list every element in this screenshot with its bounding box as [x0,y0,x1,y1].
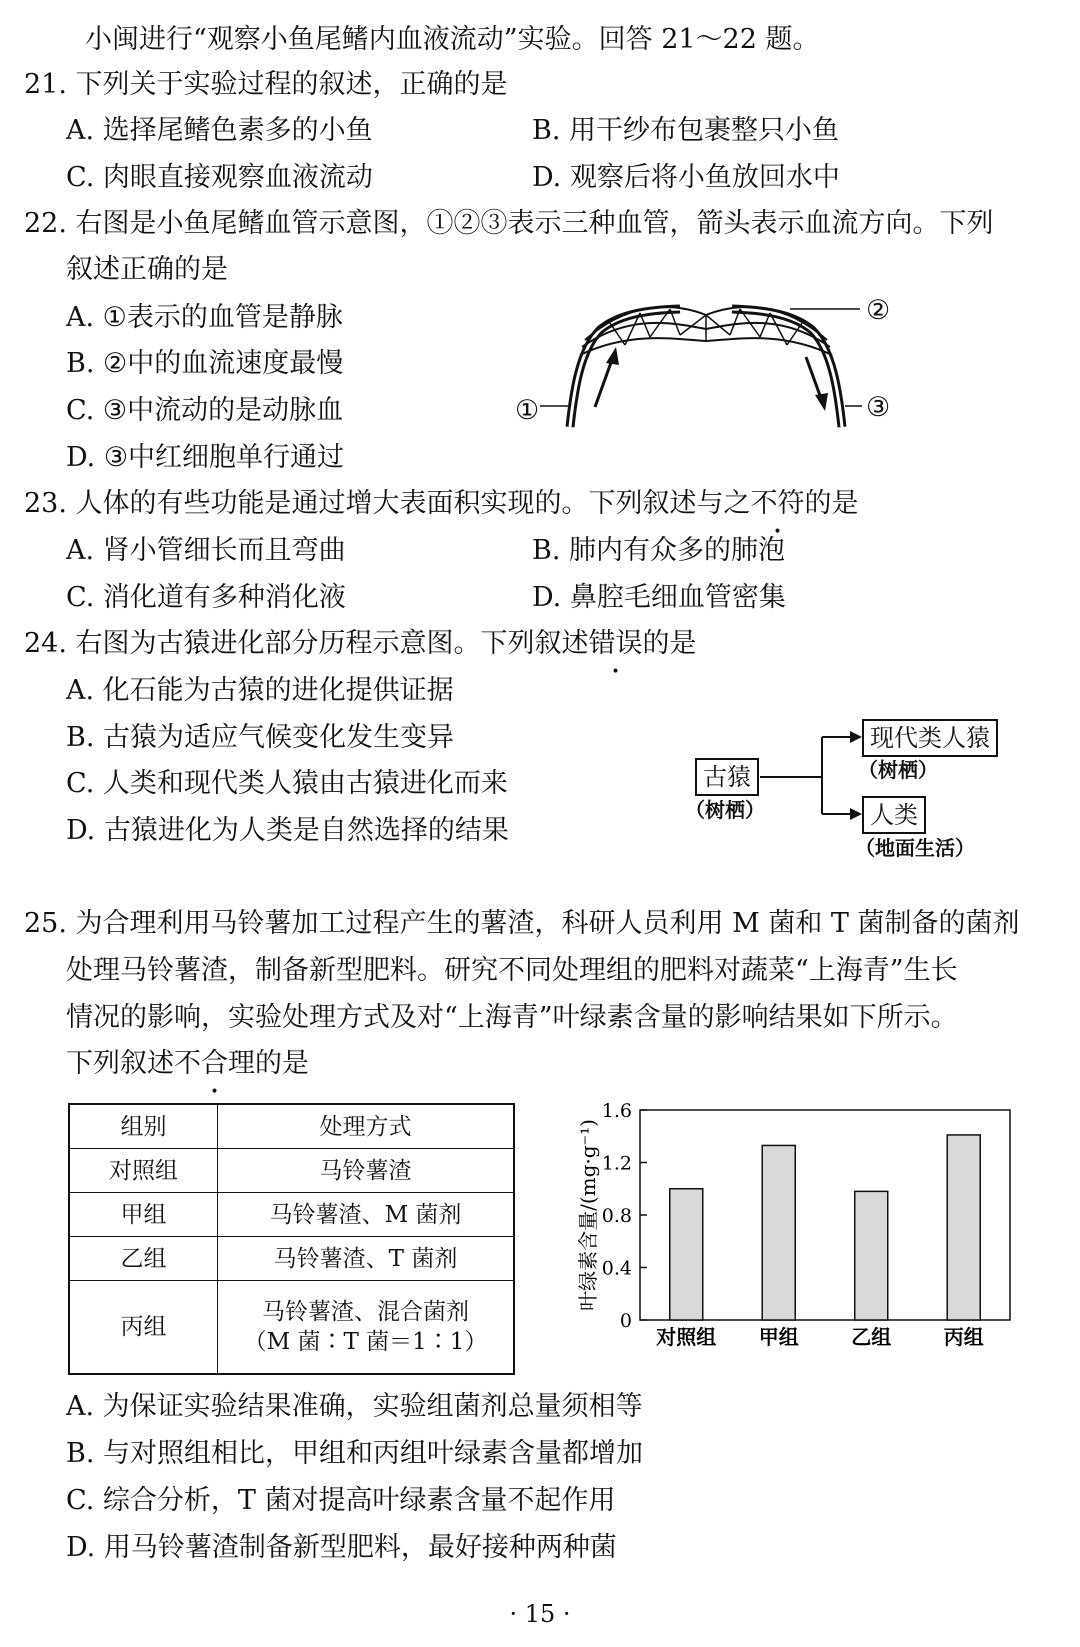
q22-stem-line2: 叙述正确的是 [66,254,228,285]
evo-bottom-sub: （地面生活） [855,836,975,860]
q22-option-a: A. ①表示的血管是静脉 [66,302,343,333]
q25-stem-line2: 处理马铃薯渣，制备新型肥料。研究不同处理组的肥料对蔬菜“上海青”生长 [66,955,958,986]
q23-stem-post: 的是 [804,488,859,519]
treatment-table [68,1103,515,1375]
q21-option-c: C. 肉眼直接观察血液流动 [66,162,373,193]
table-header-method: 处理方式 [218,1104,515,1149]
q23-option-b: B. 肺内有众多的肺泡 [532,535,786,566]
page-number: · 15 · [509,1600,571,1628]
q25-option-c: C. 综合分析，T 菌对提高叶绿素含量不起作用 [66,1485,616,1516]
evo-top-box: 现代类人猿 [862,719,998,757]
x-tick-label: 甲组 [758,1325,799,1349]
q21-stem: 21. 下列关于实验过程的叙述，正确的是 [24,69,508,100]
x-tick-label: 对照组 [656,1325,717,1349]
fish-tail-vessel-diagram [540,295,960,455]
evo-origin-sub: （树栖） [685,798,765,822]
table-header-group: 组别 [69,1104,218,1149]
table-row [69,1149,514,1193]
q24-option-d: D. 古猿进化为人类是自然选择的结果 [66,815,509,846]
q21-option-a: A. 选择尾鳍色素多的小鱼 [66,115,373,146]
q24-option-c: C. 人类和现代类人猿由古猿进化而来 [66,768,508,799]
x-tick-label: 乙组 [851,1325,892,1349]
q24-stem [24,626,697,662]
q24-option-a: A. 化石能为古猿的进化提供证据 [66,675,454,706]
q25-stem-emphasis: 不合理 [174,1048,255,1079]
q23-stem-emphasis: 不符 [750,488,805,519]
q23-option-a: A. 肾小管细长而且弯曲 [66,535,346,566]
q21-option-d: D. 观察后将小鱼放回水中 [532,162,840,193]
bar [947,1135,980,1320]
table-cell: 对照组 [69,1149,218,1193]
table-cell: 乙组 [69,1237,218,1281]
bar [855,1191,888,1320]
q23-option-c: C. 消化道有多种消化液 [66,582,346,613]
chlorophyll-bar-chart [570,1100,1020,1375]
q25-stem-line1: 25. 为合理利用马铃薯加工过程产生的薯渣，科研人员利用 M 菌和 T 菌制备的菌剂 [24,908,1020,939]
q22-option-d: D. ③中红细胞单行通过 [66,442,345,473]
q23-option-d: D. 鼻腔毛细血管密集 [532,582,786,613]
q24-stem-pre: 24. 右图为古猿进化部分历程示意图。下列叙述 [24,628,589,659]
x-tick-label: 丙组 [943,1325,984,1349]
q24-stem-post: 的是 [642,628,697,659]
y-tick-label: 1.6 [601,1100,632,1122]
q25-option-a: A. 为保证实验结果准确，实验组菌剂总量须相等 [66,1391,643,1422]
table-row [69,1237,514,1281]
bar [670,1189,703,1320]
y-axis-label: 叶绿素含量/(mg·g⁻¹) [576,1119,600,1311]
evo-origin-box: 古猿 [695,758,759,796]
q23-stem-pre: 23. 人体的有些功能是通过增大表面积实现的。下列叙述与之 [24,488,751,519]
q25-stem-post: 的是 [255,1048,309,1079]
table-header-row [69,1104,514,1149]
vessel-label-3: ③ [866,392,891,423]
q25-option-d: D. 用马铃薯渣制备新型肥料，最好接种两种菌 [66,1532,617,1563]
intro-text: 小闽进行“观察小鱼尾鳍内血液流动”实验。回答 21～22 题。 [85,24,820,55]
bar [762,1145,795,1320]
table-cell: 丙组 [69,1281,218,1375]
y-tick-label: 0.8 [601,1205,632,1227]
table-cell-multiline [218,1281,515,1375]
evo-bottom-box: 人类 [862,796,926,834]
table-cell: 马铃薯渣 [218,1149,515,1193]
vessel-label-2: ② [866,295,891,326]
q22-stem-line1: 22. 右图是小鱼尾鳍血管示意图，①②③表示三种血管，箭头表示血流方向。下列 [24,208,994,239]
q25-stem-line3: 情况的影响，实验处理方式及对“上海青”叶绿素含量的影响结果如下所示。 [66,1002,958,1033]
q24-stem-emphasis: 错误 [588,628,643,659]
table-cell: 马铃薯渣、M 菌剂 [218,1193,515,1237]
q22-option-c: C. ③中流动的是动脉血 [66,395,344,426]
q22-option-b: B. ②中的血流速度最慢 [66,348,344,379]
vessel-label-1: ① [515,395,540,426]
table-cell-line: （M 菌∶T 菌＝1∶1） [243,1329,488,1355]
q21-option-b: B. 用干纱布包裹整只小鱼 [532,115,840,146]
y-tick-label: 0 [619,1310,632,1332]
q25-stem-line4 [66,1046,309,1082]
table-cell-line: 马铃薯渣、混合菌剂 [262,1299,469,1325]
q24-option-b: B. 古猿为适应气候变化发生变异 [66,722,455,753]
y-tick-label: 1.2 [601,1152,632,1175]
table-row [69,1281,514,1375]
table-cell: 甲组 [69,1193,218,1237]
table-cell: 马铃薯渣、T 菌剂 [218,1237,515,1281]
evo-top-sub: （树栖） [858,758,938,782]
q25-option-b: B. 与对照组相比，甲组和丙组叶绿素含量都增加 [66,1438,644,1469]
q25-stem-pre: 下列叙述 [66,1048,174,1079]
table-row [69,1193,514,1237]
q23-stem [24,486,859,522]
y-tick-label: 0.4 [601,1257,632,1280]
